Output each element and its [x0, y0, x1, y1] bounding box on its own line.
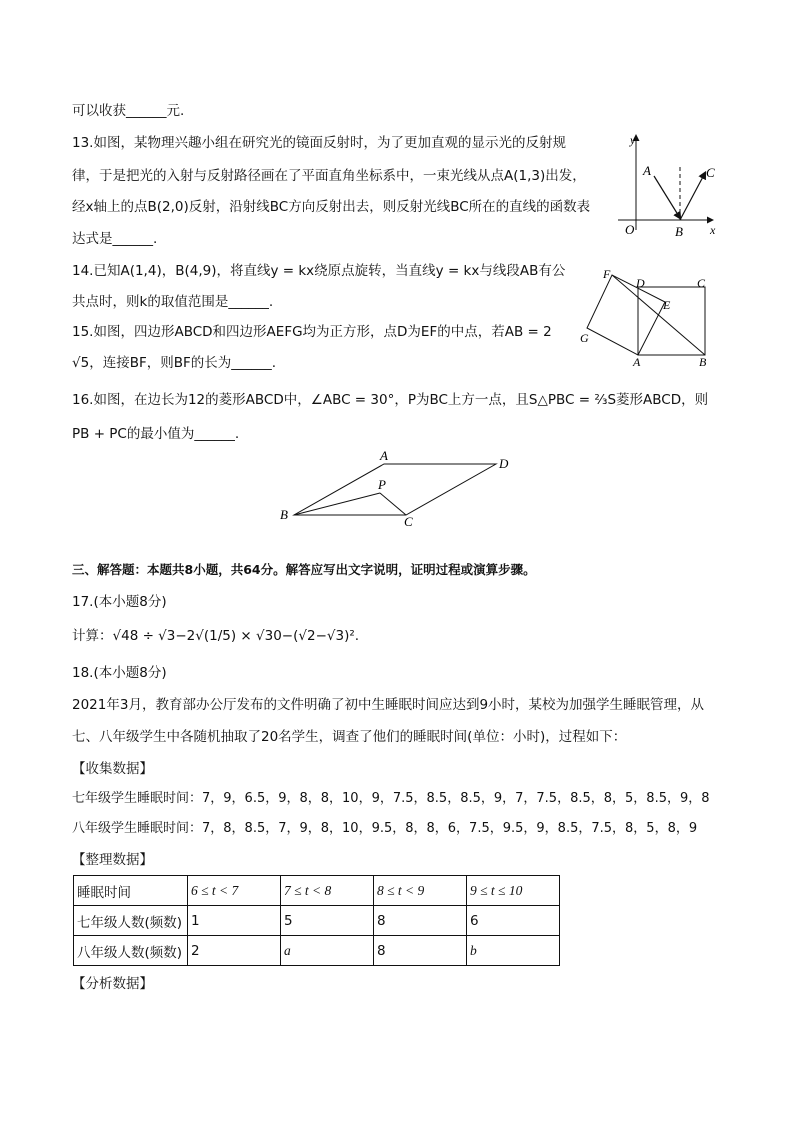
q17-expression: 计算：√48 ÷ √3−2√(1/5) × √30−(√2−√3)². [72, 628, 360, 644]
table-cell: 8 [374, 906, 467, 936]
q15-label-F: F [603, 267, 611, 281]
q13-label-B: B [675, 224, 683, 239]
q13-label-y: y [630, 133, 636, 147]
table-cell: b [467, 936, 560, 966]
table-cell: 8 [374, 936, 467, 966]
q13-line4: 达式是______. [72, 231, 158, 247]
q15-label-D: D [636, 276, 645, 290]
q18-organize-heading: 【整理数据】 [72, 852, 153, 868]
table-row [74, 906, 560, 936]
q13-reflected-ray [680, 173, 705, 220]
q13-label-x: x [710, 223, 716, 237]
q15-line2: √5，连接BF，则BF的长为______. [72, 355, 277, 371]
q18-paragraph-2: 七、八年级学生中各随机抽取了20名学生，调查了他们的睡眠时间(单位：小时)，过程如下： [72, 729, 627, 745]
table-cell: 5 [281, 906, 374, 936]
q16-figure [270, 445, 530, 530]
q13-line3: 经x轴上的点B(2,0)反射，沿射线BC方向反射出去，则反射光线BC所在的直线的函数表 [72, 199, 591, 215]
table-cell: 6 [467, 906, 560, 936]
q15-label-G: G [580, 331, 589, 345]
q14-line2: 共点时，则k的取值范围是______. [72, 294, 274, 310]
q18-grade7-data: 七年级学生睡眠时间：7，9，6.5，9，8，8，10，9，7.5，8.5，8.5，9，7，7.5，8.5，8，5，8.5，9，8 [72, 791, 710, 806]
q16-segment-PC [380, 493, 406, 515]
q13-label-O: O [625, 222, 635, 237]
q13-label-C: C [706, 165, 715, 180]
table-row [74, 936, 560, 966]
table-header-cell: 8 ≤ t < 9 [374, 876, 467, 906]
q16-segment-BP [294, 493, 380, 515]
q18-analyze-heading: 【分析数据】 [72, 976, 153, 992]
q18-collect-heading: 【收集数据】 [72, 761, 153, 777]
table-cell: a [281, 936, 374, 966]
q18-frequency-table [73, 875, 560, 966]
q17-heading: 17.(本小题8分) [72, 594, 167, 610]
q16-label-C: C [404, 514, 413, 529]
q15-label-A: A [633, 355, 641, 369]
q16-label-A: A [380, 448, 388, 463]
q18-heading: 18.(本小题8分) [72, 665, 167, 681]
table-header-cell: 7 ≤ t < 8 [281, 876, 374, 906]
q13-label-A: A [643, 163, 651, 178]
table-header-cell: 9 ≤ t ≤ 10 [467, 876, 560, 906]
q13-line2: 律，于是把光的入射与反射路径画在了平面直角坐标系中，一束光线从点A(1,3)出发， [72, 168, 586, 184]
q13-line1: 13.如图，某物理兴趣小组在研究光的镜面反射时，为了更加直观的显示光的反射规 [72, 135, 566, 151]
q15-label-C: C [697, 276, 706, 290]
q15-square-ABCD [638, 287, 705, 355]
q15-label-E: E [663, 298, 671, 312]
table-cell: 2 [188, 936, 281, 966]
table-header-cell: 6 ≤ t < 7 [188, 876, 281, 906]
previous-question-tail: 可以收获______元. [72, 103, 185, 119]
q16-label-D: D [499, 456, 509, 471]
q15-figure [575, 265, 720, 375]
q14-line1: 14.已知A(1,4)，B(4,9)，将直线y = kx绕原点旋转，当直线y = kx与线段AB有公 [72, 263, 566, 279]
q15-line1: 15.如图，四边形ABCD和四边形AEFG均为正方形，点D为EF的中点，若AB = 2 [72, 324, 552, 340]
q16-label-B: B [280, 507, 288, 522]
q13-incident-ray [654, 176, 680, 218]
table-cell: 1 [188, 906, 281, 936]
table-cell: 七年级人数(频数) [74, 906, 188, 936]
q13-figure [612, 130, 727, 240]
q18-grade8-data: 八年级学生睡眠时间：7，8，8.5，7，9，8，10，9.5，8，8，6，7.5，9.5，9，8.5，7.5，8，5，8，9 [72, 821, 698, 836]
section-three-heading: 三、解答题：本题共8小题，共64分。解答应写出文字说明，证明过程或演算步骤。 [72, 562, 536, 577]
q15-label-B: B [699, 355, 707, 369]
q16-label-P: P [378, 477, 386, 492]
q16-line2: PB + PC的最小值为______. [72, 426, 240, 442]
q16-line1: 16.如图，在边长为12的菱形ABCD中，∠ABC = 30°，P为BC上方一点，且S△PBC = ⅔S菱形ABCD，则 [72, 392, 709, 408]
q18-paragraph-1: 2021年3月，教育部办公厅发布的文件明确了初中生睡眠时间应达到9小时，某校为加强学生睡眠管理，从 [72, 697, 705, 713]
table-header-cell: 睡眠时间 [74, 876, 188, 906]
table-header-row [74, 876, 560, 906]
table-cell: 八年级人数(频数) [74, 936, 188, 966]
